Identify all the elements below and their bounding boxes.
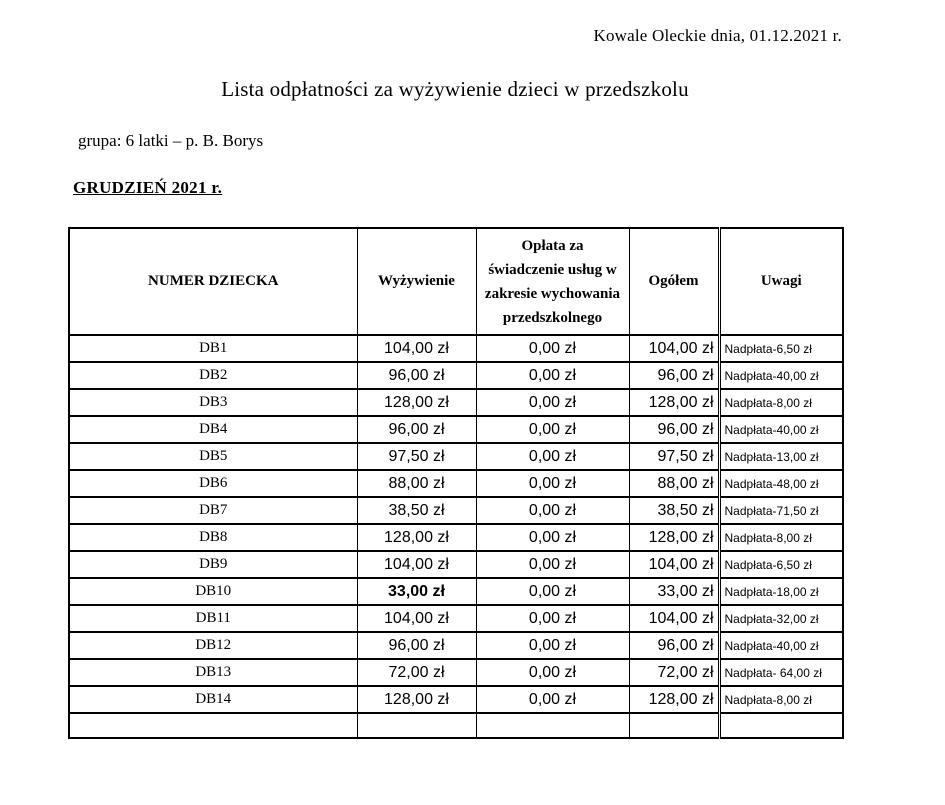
table-row bbox=[69, 551, 843, 578]
table-cell-uwagi: Nadpłata-40,00 zł bbox=[719, 416, 843, 443]
table-row bbox=[69, 416, 843, 443]
page-title: Lista odpłatności za wyżywienie dzieci w przedszkolu bbox=[221, 77, 689, 101]
table-cell-numer: DB4 bbox=[69, 416, 357, 443]
month-heading: GRUDZIEŃ 2021 r. bbox=[73, 178, 223, 197]
header-cell-wyzywienie: Wyżywienie bbox=[357, 228, 476, 335]
table-cell-numer: DB5 bbox=[69, 443, 357, 470]
table-cell-ogolem: 128,00 zł bbox=[629, 389, 719, 416]
table-row bbox=[69, 443, 843, 470]
table-cell-ogolem: 96,00 zł bbox=[629, 362, 719, 389]
table-cell-wyzywienie: 97,50 zł bbox=[357, 443, 476, 470]
table-cell-numer: DB11 bbox=[69, 605, 357, 632]
table-cell-wyzywienie: 38,50 zł bbox=[357, 497, 476, 524]
table-cell-wyzywienie: 96,00 zł bbox=[357, 362, 476, 389]
header-cell-oplata: Opłata za świadczenie usług w zakresie wychowania przedszkolnego bbox=[476, 228, 629, 335]
table-cell-numer: DB13 bbox=[69, 659, 357, 686]
document-content bbox=[68, 0, 842, 739]
table-cell-ogolem: 104,00 zł bbox=[629, 335, 719, 362]
table-row bbox=[69, 335, 843, 362]
table-cell-ogolem: 128,00 zł bbox=[629, 524, 719, 551]
table-row bbox=[69, 524, 843, 551]
table-row bbox=[69, 713, 843, 738]
table-cell-uwagi: Nadpłata-6,50 zł bbox=[719, 551, 843, 578]
table-cell-oplata: 0,00 zł bbox=[476, 659, 629, 686]
table-cell-oplata: 0,00 zł bbox=[476, 416, 629, 443]
table-cell-ogolem: 97,50 zł bbox=[629, 443, 719, 470]
table-cell-wyzywienie: 88,00 zł bbox=[357, 470, 476, 497]
table-row bbox=[69, 659, 843, 686]
table-cell-oplata: 0,00 zł bbox=[476, 686, 629, 713]
table-cell-uwagi: Nadpłata-13,00 zł bbox=[719, 443, 843, 470]
table-cell-wyzywienie: 104,00 zł bbox=[357, 605, 476, 632]
header-cell-ogolem: Ogółem bbox=[629, 228, 719, 335]
table-cell-wyzywienie: 72,00 zł bbox=[357, 659, 476, 686]
table-cell-uwagi: Nadpłata-32,00 zł bbox=[719, 605, 843, 632]
table-row bbox=[69, 470, 843, 497]
table-cell-oplata: 0,00 zł bbox=[476, 335, 629, 362]
table-cell-wyzywienie: 96,00 zł bbox=[357, 632, 476, 659]
table-cell-oplata: 0,00 zł bbox=[476, 524, 629, 551]
table-cell-ogolem: 33,00 zł bbox=[629, 578, 719, 605]
table-cell-wyzywienie: 33,00 zł bbox=[357, 578, 476, 605]
header-cell-numer-dziecka: NUMER DZIECKA bbox=[69, 228, 357, 335]
table-cell-oplata: 0,00 zł bbox=[476, 389, 629, 416]
table-cell-uwagi: Nadpłata-8,00 zł bbox=[719, 524, 843, 551]
table-cell-oplata bbox=[476, 713, 629, 738]
header-cell-uwagi: Uwagi bbox=[719, 228, 843, 335]
table-cell-ogolem: 104,00 zł bbox=[629, 605, 719, 632]
table-cell-oplata: 0,00 zł bbox=[476, 551, 629, 578]
table-cell-wyzywienie: 128,00 zł bbox=[357, 686, 476, 713]
table-cell-wyzywienie: 104,00 zł bbox=[357, 335, 476, 362]
table-row bbox=[69, 686, 843, 713]
table-row bbox=[69, 389, 843, 416]
table-cell-numer: DB6 bbox=[69, 470, 357, 497]
table-header-row bbox=[69, 228, 843, 335]
payments-table bbox=[68, 227, 844, 739]
table-row bbox=[69, 578, 843, 605]
table-cell-wyzywienie: 128,00 zł bbox=[357, 524, 476, 551]
table-cell-ogolem: 128,00 zł bbox=[629, 686, 719, 713]
table-cell-oplata: 0,00 zł bbox=[476, 470, 629, 497]
table-row bbox=[69, 605, 843, 632]
table-cell-ogolem: 104,00 zł bbox=[629, 551, 719, 578]
table-row bbox=[69, 497, 843, 524]
table-cell-wyzywienie bbox=[357, 713, 476, 738]
table-cell-oplata: 0,00 zł bbox=[476, 605, 629, 632]
table-cell-numer bbox=[69, 713, 357, 738]
table-cell-ogolem: 88,00 zł bbox=[629, 470, 719, 497]
table-cell-numer: DB8 bbox=[69, 524, 357, 551]
table-cell-ogolem: 96,00 zł bbox=[629, 632, 719, 659]
table-cell-uwagi: Nadpłata-71,50 zł bbox=[719, 497, 843, 524]
table-cell-uwagi: Nadpłata-18,00 zł bbox=[719, 578, 843, 605]
table-cell-numer: DB10 bbox=[69, 578, 357, 605]
month-heading-wrap bbox=[68, 178, 842, 198]
table-cell-numer: DB2 bbox=[69, 362, 357, 389]
table-cell-wyzywienie: 104,00 zł bbox=[357, 551, 476, 578]
table-cell-uwagi: Nadpłata-40,00 zł bbox=[719, 632, 843, 659]
table-row bbox=[69, 632, 843, 659]
date-line: Kowale Oleckie dnia, 01.12.2021 r. bbox=[593, 26, 842, 45]
table-cell-numer: DB7 bbox=[69, 497, 357, 524]
table-cell-oplata: 0,00 zł bbox=[476, 497, 629, 524]
table-cell-ogolem bbox=[629, 713, 719, 738]
table-cell-ogolem: 38,50 zł bbox=[629, 497, 719, 524]
table-cell-uwagi: Nadpłata-48,00 zł bbox=[719, 470, 843, 497]
table-cell-ogolem: 96,00 zł bbox=[629, 416, 719, 443]
table-cell-oplata: 0,00 zł bbox=[476, 632, 629, 659]
table-cell-numer: DB9 bbox=[69, 551, 357, 578]
group-line: grupa: 6 latki – p. B. Borys bbox=[78, 131, 264, 150]
table-cell-uwagi: Nadpłata-40,00 zł bbox=[719, 362, 843, 389]
table-cell-uwagi bbox=[719, 713, 843, 738]
table-cell-ogolem: 72,00 zł bbox=[629, 659, 719, 686]
table-cell-oplata: 0,00 zł bbox=[476, 362, 629, 389]
table-cell-wyzywienie: 128,00 zł bbox=[357, 389, 476, 416]
table-cell-uwagi: Nadpłata- 64,00 zł bbox=[719, 659, 843, 686]
table-cell-numer: DB3 bbox=[69, 389, 357, 416]
table-cell-wyzywienie: 96,00 zł bbox=[357, 416, 476, 443]
table-cell-oplata: 0,00 zł bbox=[476, 443, 629, 470]
table-cell-numer: DB12 bbox=[69, 632, 357, 659]
table-row bbox=[69, 362, 843, 389]
table-cell-numer: DB1 bbox=[69, 335, 357, 362]
table-cell-uwagi: Nadpłata-8,00 zł bbox=[719, 686, 843, 713]
table-cell-oplata: 0,00 zł bbox=[476, 578, 629, 605]
table-cell-numer: DB14 bbox=[69, 686, 357, 713]
table-cell-uwagi: Nadpłata-6,50 zł bbox=[719, 335, 843, 362]
table-body bbox=[69, 335, 843, 738]
table-cell-uwagi: Nadpłata-8,00 zł bbox=[719, 389, 843, 416]
